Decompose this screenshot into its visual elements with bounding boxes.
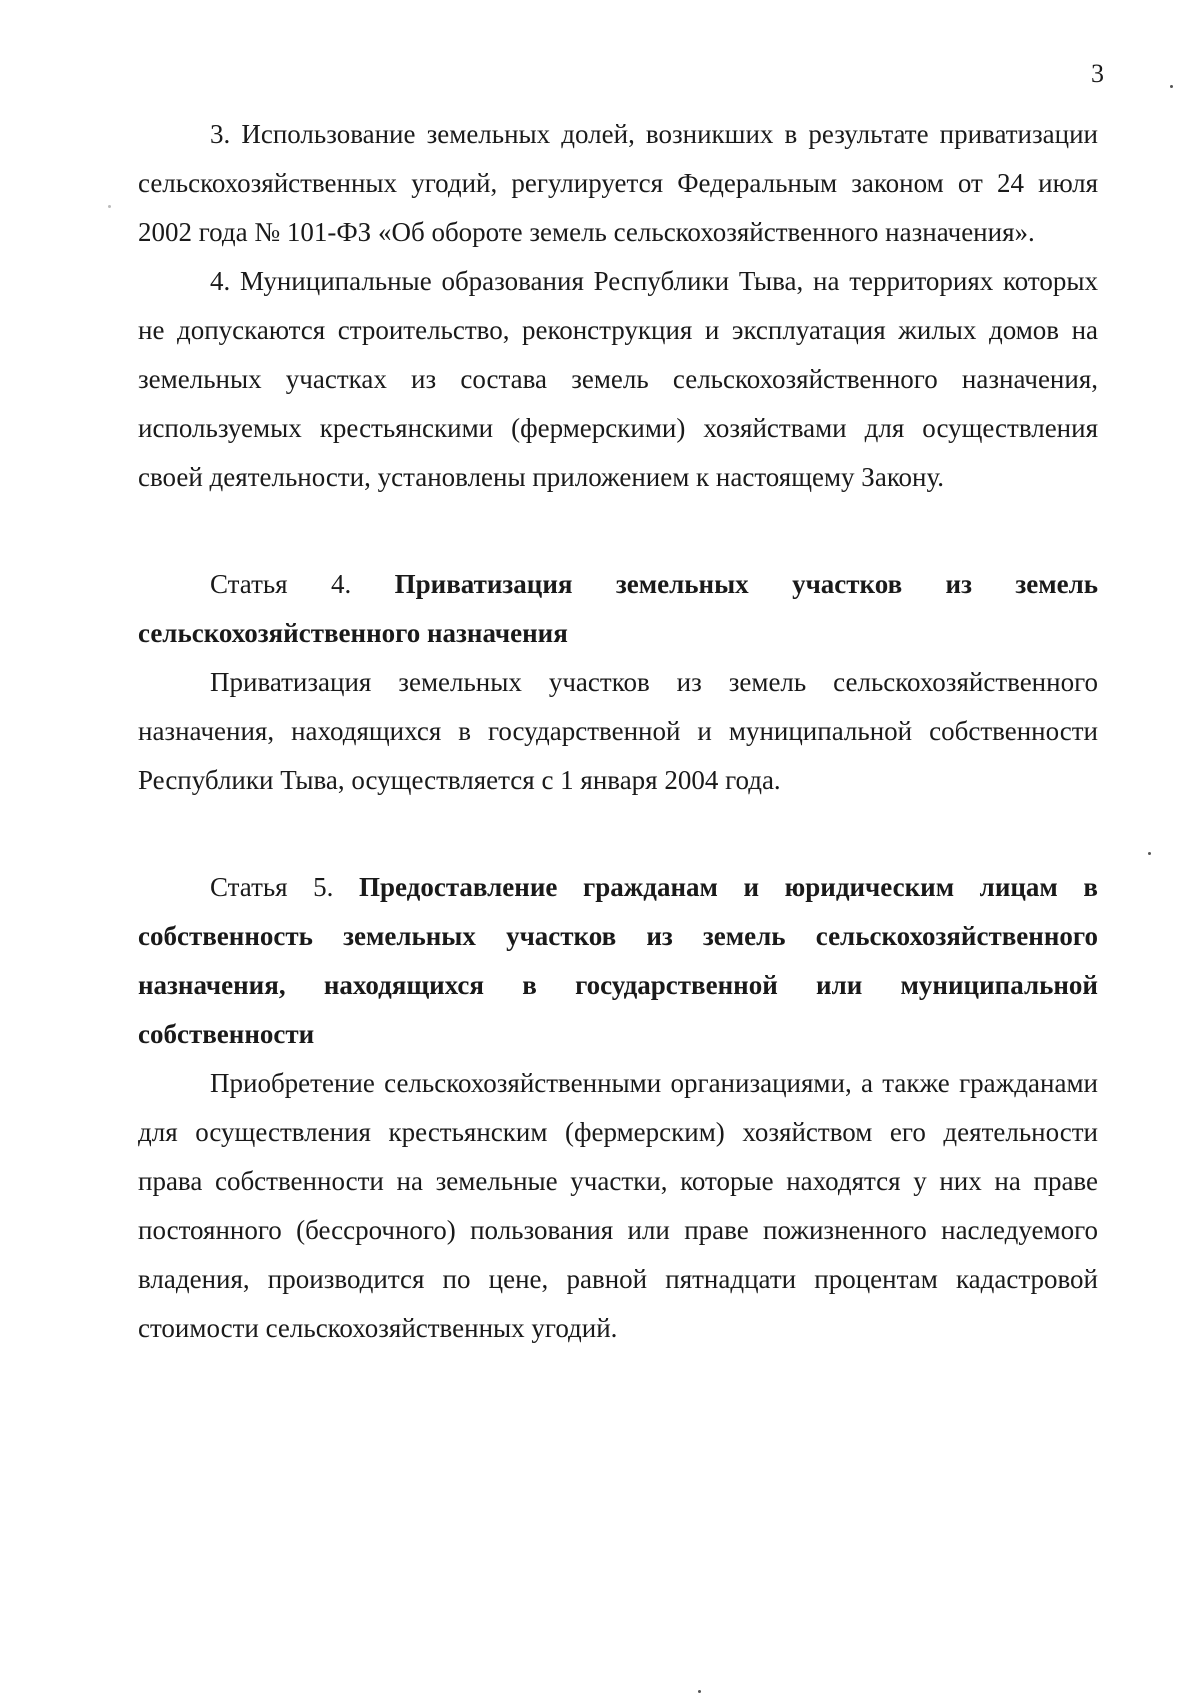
scan-speck [1148, 852, 1151, 855]
article-4-title: Приватизация земельных участков из земель сельскохозяйственного назначения [138, 569, 1098, 648]
scan-speck [698, 1690, 701, 1693]
article-4-label: Статья 4. [210, 569, 352, 599]
article-4-heading [138, 560, 1098, 658]
paragraph-4: 4. Муниципальные образования Республики Тыва, на территориях которых не допускаются строительство, реконструкция и эксплуатация жилых домов на земельных участках из состава земель сельскохозяйственного назначения, используемых крестьянскими (фермерскими) хозяйствами для осуществления своей деятельности, установлены приложением к настоящему Закону. [138, 266, 1098, 492]
paragraph-3: 3. Использование земельных долей, возникших в результате приватизации сельскохозяйственных угодий, регулируется Федеральным законом от 24 июля 2002 года № 101-ФЗ «Об обороте земель сельскохозяйственного назначения». [138, 119, 1098, 247]
scan-speck [108, 205, 111, 208]
article-4-body: Приватизация земельных участков из земель сельскохозяйственного назначения, находящихся в государственной и муниципальной собственности Республики Тыва, осуществляется с 1 января 2004 года. [138, 667, 1098, 795]
page-number: 3 [1091, 59, 1104, 88]
document-body [138, 110, 1098, 1353]
article-5-label: Статья 5. [210, 872, 334, 902]
article-5-heading [138, 863, 1098, 1059]
article-5-body: Приобретение сельскохозяйственными организациями, а также гражданами для осуществления крестьянским (фермерским) хозяйством его деятельности права собственности на земельные участки, которые находятся у них на праве постоянного (бессрочного) пользования или праве пожизненного наследуемого владения, производится по цене, равной пятнадцати процентам кадастровой стоимости сельскохозяйственных угодий. [138, 1068, 1098, 1343]
article-5-title: Предоставление гражданам и юридическим лицам в собственность земельных участков из земель сельскохозяйственного назначения, находящихся в государственной или муниципальной собственности [138, 872, 1098, 1049]
scan-speck [1170, 85, 1173, 88]
